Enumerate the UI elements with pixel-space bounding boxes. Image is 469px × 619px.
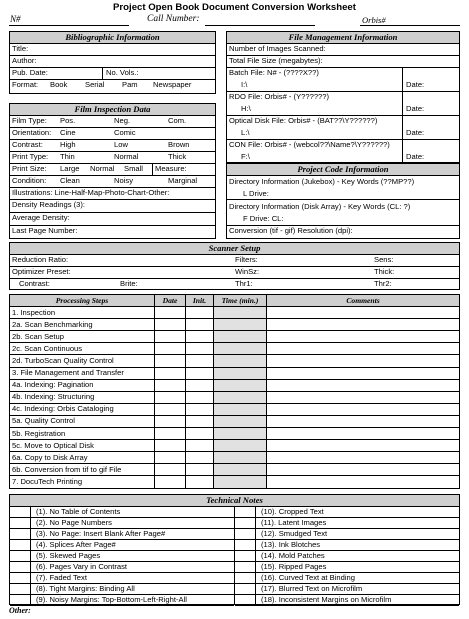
time-cell[interactable] [214, 403, 267, 415]
note-checkbox[interactable] [10, 594, 31, 605]
batch-file-path: I:\ [241, 80, 248, 89]
technical-note-label: (3). No Page: Insert Blank After Page# [36, 529, 166, 538]
comments-cell[interactable] [267, 355, 460, 367]
call-number-label: Call Number: [147, 14, 200, 24]
comments-cell[interactable] [267, 391, 460, 403]
con-file-label: CON File: Orbis# - (webcol??\Name?\Y??????) [229, 140, 390, 149]
technical-note-label: (14). Mold Patches [261, 551, 325, 560]
technical-note-label: (12). Smudged Text [261, 529, 328, 538]
note-checkbox[interactable] [235, 594, 256, 605]
processing-step-label: 4c. Indexing: Orbis Cataloging [10, 403, 155, 415]
date-header: Date [155, 295, 186, 307]
technical-note-label: (13). Ink Blotches [261, 540, 321, 549]
comments-cell[interactable] [267, 440, 460, 452]
technical-note-label: (8). Tight Margins: Binding All [36, 584, 135, 593]
comments-cell[interactable] [267, 307, 460, 319]
note-checkbox[interactable] [10, 583, 31, 594]
scanner-contrast-label: Contrast: [19, 279, 50, 288]
time-cell[interactable] [214, 331, 267, 343]
contrast-high[interactable]: High [60, 140, 76, 149]
technical-note-label: (18). Inconsistent Margins on Microfilm [261, 595, 392, 604]
processing-row [10, 331, 460, 343]
technical-notes-section [9, 494, 460, 605]
film-inspection-section [9, 103, 216, 239]
time-cell[interactable] [214, 379, 267, 391]
init-cell[interactable] [186, 331, 214, 343]
note-checkbox[interactable] [10, 517, 31, 528]
sens-label: Sens: [374, 255, 394, 264]
orientation-cine[interactable]: Cine [60, 128, 76, 137]
format-newspaper[interactable]: Newspaper [153, 80, 192, 89]
date-cell[interactable] [155, 367, 186, 379]
technical-note-label: (15). Ripped Pages [261, 562, 327, 571]
author-field-label: Author: [12, 56, 37, 65]
processing-row [10, 343, 460, 355]
processing-step-label: 2a. Scan Benchmarking [10, 319, 155, 331]
date-cell[interactable] [155, 403, 186, 415]
note-checkbox[interactable] [10, 572, 31, 583]
contrast-brown[interactable]: Brown [168, 140, 190, 149]
contrast-label: Contrast: [12, 140, 43, 149]
processing-row [10, 355, 460, 367]
date-cell[interactable] [155, 331, 186, 343]
processing-step-label: 3. File Management and Transfer [10, 367, 155, 379]
time-cell[interactable] [214, 319, 267, 331]
note-checkbox[interactable] [10, 528, 31, 539]
processing-row [10, 452, 460, 464]
optical-disk-file-label: Optical Disk File: Orbis# - (BAT??\Y??????) [229, 116, 378, 125]
processing-step-label: 2d. TurboScan Quality Control [10, 355, 155, 367]
optical-date-label: Date: [406, 128, 425, 137]
format-book[interactable]: Book [50, 80, 68, 89]
init-cell[interactable] [186, 428, 214, 440]
init-cell[interactable] [186, 367, 214, 379]
technical-note-label: (16). Curved Text at Binding [261, 573, 355, 582]
technical-note-label: (9). Noisy Margins: Top-Bottom-Left-Right-All [36, 595, 187, 604]
note-checkbox[interactable] [10, 550, 31, 561]
date-cell[interactable] [155, 343, 186, 355]
date-cell[interactable] [155, 379, 186, 391]
note-checkbox[interactable] [235, 550, 256, 561]
winsz-label: WinSz: [235, 267, 260, 276]
title-field-label: Title: [12, 44, 29, 53]
processing-row [10, 476, 460, 488]
thr2-label: Thr2: [374, 279, 392, 288]
processing-steps-header: Processing Steps [10, 295, 155, 307]
processing-row [10, 319, 460, 331]
print-size-large[interactable]: Large [60, 164, 80, 173]
date-cell[interactable] [155, 391, 186, 403]
technical-note-label: (7). Faded Text [36, 573, 87, 582]
print-type-label: Print Type: [12, 152, 49, 161]
comments-cell[interactable] [267, 319, 460, 331]
technical-note-row [235, 594, 459, 606]
technical-note-label: (1). No Table of Contents [36, 507, 121, 516]
film-type-pos[interactable]: Pos. [60, 116, 76, 125]
date-cell[interactable] [155, 452, 186, 464]
init-cell[interactable] [186, 343, 214, 355]
scanner-setup-header: Scanner Setup [10, 243, 459, 255]
init-cell[interactable] [186, 452, 214, 464]
rdo-date-label: Date: [406, 104, 425, 113]
n-label: N# [10, 14, 21, 24]
processing-row [10, 367, 460, 379]
note-checkbox[interactable] [235, 561, 256, 572]
bibliographic-section [9, 31, 216, 94]
comments-cell[interactable] [267, 403, 460, 415]
file-management-section [226, 31, 460, 163]
brite-label: Brite: [120, 279, 138, 288]
optical-disk-path: L:\ [241, 128, 250, 137]
processing-step-label: 6b. Conversion from tif to gif File [10, 464, 155, 476]
print-size-normal[interactable]: Normal [90, 164, 115, 173]
note-checkbox[interactable] [10, 539, 31, 550]
note-checkbox[interactable] [235, 583, 256, 594]
no-vols-label: No. Vols.: [106, 68, 139, 77]
batch-date-label: Date: [406, 80, 425, 89]
init-cell[interactable] [186, 319, 214, 331]
comments-cell[interactable] [267, 452, 460, 464]
comments-cell[interactable] [267, 476, 460, 488]
init-cell[interactable] [186, 403, 214, 415]
processing-step-label: 5b. Registration [10, 428, 155, 440]
rdo-file-label: RDO File: Orbis# - (Y??????) [229, 92, 330, 101]
format-pam[interactable]: Pam [122, 80, 138, 89]
processing-row [10, 379, 460, 391]
film-type-com[interactable]: Com. [168, 116, 187, 125]
processing-step-label: 5c. Move to Optical Disk [10, 440, 155, 452]
images-scanned-label: Number of Images Scanned: [229, 44, 326, 53]
condition-clean[interactable]: Clean [60, 176, 80, 185]
init-cell[interactable] [186, 476, 214, 488]
processing-row [10, 307, 460, 319]
last-page-number-label: Last Page Number: [12, 226, 78, 235]
f-drive-label: F Drive: CL: [243, 214, 284, 223]
processing-step-label: 2c. Scan Continuous [10, 343, 155, 355]
technical-note-label: (10). Cropped Text [261, 507, 324, 516]
film-inspection-header: Film Inspection Data [10, 104, 215, 116]
note-checkbox[interactable] [10, 506, 31, 517]
thick-label: Thick: [374, 267, 395, 276]
date-cell[interactable] [155, 476, 186, 488]
format-serial[interactable]: Serial [85, 80, 105, 89]
time-cell[interactable] [214, 391, 267, 403]
note-checkbox[interactable] [235, 528, 256, 539]
condition-marginal[interactable]: Marginal [168, 176, 198, 185]
scanner-setup-section [9, 242, 460, 290]
note-checkbox[interactable] [235, 506, 256, 517]
note-checkbox[interactable] [235, 572, 256, 583]
format-label: Format: [12, 80, 39, 89]
date-cell[interactable] [155, 355, 186, 367]
print-type-thin[interactable]: Thin [60, 152, 75, 161]
file-size-label: Total File Size (megabytes): [229, 56, 323, 65]
technical-note-label: (5). Skewed Pages [36, 551, 101, 560]
init-cell[interactable] [186, 307, 214, 319]
orientation-label: Orientation: [12, 128, 52, 137]
jukebox-directory-label: Directory Information (Jukebox) - Key Words (??MP??) [229, 177, 415, 186]
date-cell[interactable] [155, 428, 186, 440]
init-cell[interactable] [186, 440, 214, 452]
illustrations-label: Illustrations: Line-Half-Map-Photo-Chart-Other: [12, 188, 170, 197]
time-cell[interactable] [214, 367, 267, 379]
comments-cell[interactable] [267, 367, 460, 379]
processing-row [10, 403, 460, 415]
optimizer-preset-label: Optimizer Preset: [12, 267, 71, 276]
time-cell[interactable] [214, 415, 267, 427]
thr1-label: Thr1: [235, 279, 253, 288]
processing-row [10, 428, 460, 440]
processing-step-label: 4a. Indexing: Pagination [10, 379, 155, 391]
processing-steps-table [9, 294, 460, 489]
condition-label: Condition: [12, 176, 47, 185]
other-label: Other: [9, 606, 31, 615]
technical-note-label: (6). Pages Vary in Contrast [36, 562, 128, 571]
orbis-label: Orbis# [362, 15, 386, 25]
processing-row [10, 415, 460, 427]
technical-note-label: (11). Latent Images [261, 518, 327, 527]
time-cell[interactable] [214, 355, 267, 367]
time-cell[interactable] [214, 307, 267, 319]
comments-cell[interactable] [267, 343, 460, 355]
rdo-file-path: H:\ [241, 104, 251, 113]
init-cell[interactable] [186, 415, 214, 427]
time-cell[interactable] [214, 440, 267, 452]
processing-step-label: 2b. Scan Setup [10, 331, 155, 343]
processing-step-label: 6a. Copy to Disk Array [10, 452, 155, 464]
technical-notes-header: Technical Notes [10, 495, 459, 507]
orientation-comic[interactable]: Comic [114, 128, 136, 137]
comments-cell[interactable] [267, 428, 460, 440]
batch-file-label: Batch File: N# - (????X??) [229, 68, 319, 77]
print-size-small[interactable]: Small [124, 164, 143, 173]
average-density-label: Average Density: [12, 213, 70, 222]
processing-step-label: 4b. Indexing: Structuring [10, 391, 155, 403]
time-cell[interactable] [214, 476, 267, 488]
date-cell[interactable] [155, 440, 186, 452]
measure-label: Measure: [155, 164, 187, 173]
film-type-neg[interactable]: Neg. [114, 116, 131, 125]
comments-cell[interactable] [267, 379, 460, 391]
processing-step-label: 5a. Quality Control [10, 415, 155, 427]
film-type-label: Film Type: [12, 116, 47, 125]
project-code-section [226, 163, 460, 239]
date-cell[interactable] [155, 415, 186, 427]
processing-row [10, 464, 460, 476]
project-code-header: Project Code Information [227, 164, 459, 176]
init-cell[interactable] [186, 464, 214, 476]
time-cell[interactable] [214, 464, 267, 476]
processing-step-label: 7. DocuTech Printing [10, 476, 155, 488]
init-cell[interactable] [186, 391, 214, 403]
condition-noisy[interactable]: Noisy [114, 176, 133, 185]
note-checkbox[interactable] [235, 517, 256, 528]
con-date-label: Date: [406, 152, 425, 161]
init-header: Init. [186, 295, 214, 307]
note-checkbox[interactable] [10, 561, 31, 572]
page-title: Project Open Book Document Conversion Worksheet [113, 2, 356, 13]
con-file-path: F:\ [241, 152, 250, 161]
date-cell[interactable] [155, 464, 186, 476]
l-drive-label: L Drive: [243, 189, 269, 198]
init-cell[interactable] [186, 355, 214, 367]
time-cell[interactable] [214, 452, 267, 464]
time-header: Time (min.) [214, 295, 267, 307]
filters-label: Filters: [235, 255, 258, 264]
technical-note-row [10, 594, 234, 606]
bibliographic-header: Bibliographic Information [10, 32, 215, 44]
comments-cell[interactable] [267, 331, 460, 343]
disk-array-directory-label: Directory Information (Disk Array) - Key Words (CL: ?) [229, 202, 411, 211]
comments-header: Comments [267, 295, 460, 307]
comments-cell[interactable] [267, 464, 460, 476]
technical-note-label: (17). Blurred Text on Microfilm [261, 584, 363, 593]
print-type-normal[interactable]: Normal [114, 152, 139, 161]
technical-note-label: (4). Splices After Page# [36, 540, 116, 549]
technical-note-label: (2). No Page Numbers [36, 518, 112, 527]
print-size-label: Print Size: [12, 164, 47, 173]
print-type-thick[interactable]: Thick [168, 152, 187, 161]
processing-row [10, 391, 460, 403]
comments-cell[interactable] [267, 415, 460, 427]
time-cell[interactable] [214, 428, 267, 440]
file-management-header: File Management Information [227, 32, 459, 44]
processing-row [10, 440, 460, 452]
pub-date-label: Pub. Date: [12, 68, 48, 77]
contrast-low[interactable]: Low [114, 140, 128, 149]
time-cell[interactable] [214, 343, 267, 355]
date-cell[interactable] [155, 307, 186, 319]
init-cell[interactable] [186, 379, 214, 391]
date-cell[interactable] [155, 319, 186, 331]
processing-step-label: 1. Inspection [10, 307, 155, 319]
density-readings-label: Density Readings (3): [12, 200, 86, 209]
reduction-ratio-label: Reduction Ratio: [12, 255, 69, 264]
note-checkbox[interactable] [235, 539, 256, 550]
conversion-resolution-label: Conversion (tif - gif) Resolution (dpi): [229, 226, 353, 235]
